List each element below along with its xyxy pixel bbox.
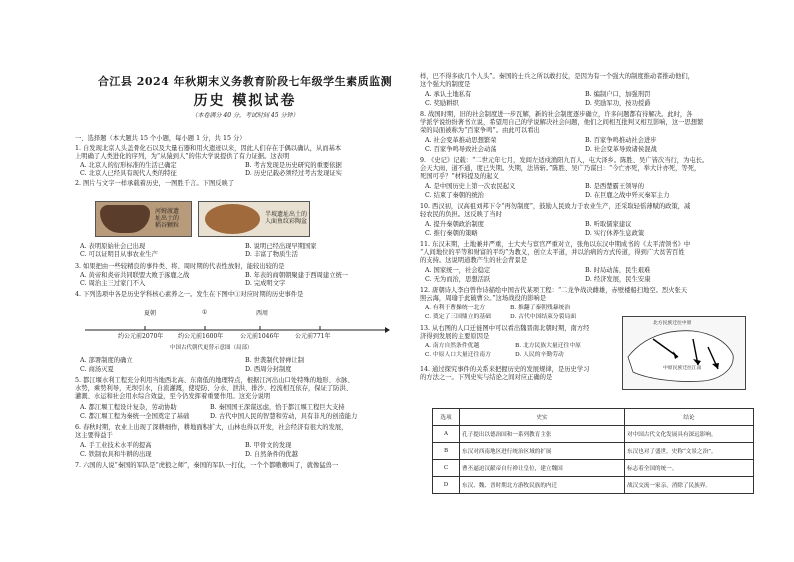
q12-opt-c: C. 奠定了三国鼎立的基础: [425, 314, 491, 320]
table-row: [433, 443, 754, 460]
table-cell: 曹丕逼迫汉献帝自行禅让皇位，建立魏国: [460, 460, 625, 477]
table-cell: 标志着全国的统一。: [625, 460, 754, 477]
q2-opt-b: B. 说明已经出现早期国家: [245, 243, 317, 250]
year-1: 约公元前2070年: [118, 333, 164, 340]
q9-opt-d: D. 在巨鹿之战中歼灭秦军主力: [585, 192, 670, 199]
q4-stem: 4. 下列选项中各是历史学科核心素养之一。发生在下图中①对应时期的历史事件是: [75, 291, 304, 298]
table-header: 结论: [625, 409, 754, 426]
q3-opt-a: A. 黄帝和炎帝共同联盟大败于涿鹿之战: [80, 272, 190, 279]
q8-opt-c: C. 百家争鸣导致社会动荡: [425, 146, 497, 153]
table-cell: 东汉也对了盛世，史称“文景之治”。: [625, 443, 754, 460]
map-label-south: 中原民族迁往江南: [663, 366, 702, 371]
exam-title: 合江县 2024 年秋期末义务教育阶段七年级学生素质监测: [97, 75, 393, 88]
table-row: [433, 477, 754, 494]
q10-line1: 10. 西汉初，汉高祖刘邦下令“再勿制度”，鼓励人民致力于农业生产，还采取轻徭薄赋的政策，减: [420, 203, 691, 210]
map-drawing: [623, 317, 745, 389]
q14-table: [432, 408, 754, 494]
q5-line1: 5. 都江堰水利工程充分利用当地西北高、东南低的地理特点，根据江河出山口处特殊的地形、水脉、: [75, 377, 354, 384]
q13-opt-d: D. 人民的辛勤劳动: [515, 352, 564, 358]
q10-opt-c: C. 推行秦朝的策略: [425, 230, 478, 237]
q11-opt-c: C. 无为而治，思想活跃: [425, 276, 491, 283]
q12-line2: 照云海，周瑜于此破曹公。”这场战役的影响是: [420, 295, 547, 302]
q6-opt-b: B. 甲骨文的发现: [245, 442, 292, 449]
year-3: 公元前1046年: [240, 333, 280, 340]
year-2: 约公元前1600年: [178, 333, 224, 340]
q5-opt-b: B. 秦国国王深谋远虑，恰于都江堰工程巨大支持: [210, 404, 345, 411]
table-header-row: [433, 409, 754, 426]
q1-line2: 上明确了人类进化的序列，为“从猿到人”的伟大学说提供了有力证据。这表明: [75, 153, 290, 160]
timeline-label-xizhou: 西周: [256, 310, 269, 317]
q2-opt-d: D. 丰富了物质生活: [245, 251, 298, 258]
pot-shape: [100, 205, 150, 233]
q10-line2: 轻农民的负担。这反映了当时: [420, 211, 502, 218]
q7-line1: 7. 六国的人说“秦国的军队是“虎狼之师”，秦国的军队一打仗，一个个都嗷嗷叫了，就像猛兽一: [75, 462, 339, 469]
table-cell: 对中国古代文化发展具有深远影响。: [625, 426, 754, 443]
q8-line1: 8. 战国时期，旧的社会制度进一步瓦解，新的社会制度逐步确立，许多问题都有待解决。此时，各: [420, 111, 693, 118]
q13-opt-a: A. 南方自然条件优越: [425, 343, 480, 349]
q11-opt-b: B. 时局动荡，民生艰难: [585, 267, 651, 274]
q4-opt-c: C. 商汤灭夏: [80, 366, 114, 373]
table-row: [433, 426, 754, 443]
q7-opt-d: D. 奖励军功，按功授爵: [585, 100, 651, 107]
map-outline: [628, 331, 733, 382]
q11-line3: 的支持。这说明道教产生的社会背景是: [420, 257, 528, 264]
q1-opt-c: C. 北京人已经具有现代人类的特征: [80, 170, 177, 177]
q13-line1: 13. 从右图的人口迁徙图中可以看出魏晋南北朝时期，南方经: [420, 325, 590, 332]
q11-opt-d: D. 经济发展，民生安康: [585, 276, 651, 283]
q13-opt-b: B. 北方民族大量迁往中原: [515, 343, 581, 349]
q12-opt-a: A. 有利于曹操统一北方: [425, 305, 486, 311]
q7-cont-line2: 这个强大的制度是: [420, 81, 471, 88]
q13-line2: 济得到发展的主要原因是: [420, 333, 490, 340]
q6-opt-d: D. 自然条件的优越: [245, 451, 298, 458]
q6-line2: 这主要得益于: [75, 432, 113, 439]
q5-line3: 灌溉、水运和社会用水综合效益，至今仍发挥着重要作用。这充分说明: [75, 393, 271, 400]
q2-opt-a: A. 表明原始社会已出现: [80, 243, 146, 250]
table-cell: 东汉对西南地区进行统治区域的扩展: [460, 443, 625, 460]
q6-opt-a: A. 手工业技术水平的提高: [80, 442, 152, 449]
q8-opt-b: B. 百家争鸣推动社会进步: [585, 137, 657, 144]
q3-opt-d: D. 完成明文字: [245, 280, 286, 287]
year-4: 公元前771年: [295, 333, 331, 340]
q1-opt-b: B. 考古发现是历史研究的重要依据: [245, 162, 342, 169]
map-label-north: 北方民族迁往中原: [653, 321, 692, 326]
bowl-shape: [205, 204, 260, 234]
q6-opt-c: C. 铁制农具和牛耕的出现: [80, 451, 152, 458]
q9-line1: 9. 《史记》记载：“二世元年七月，发闾左适戍渔阳九百人，屯大泽乡。陈胜、吴广皆次当行，为屯长。: [420, 157, 709, 164]
table-cell: D: [433, 477, 460, 494]
exam-note: （本卷满分 40 分，考试时间 45 分钟）: [191, 112, 299, 119]
q2-opt-c: C. 可以证明目从事农业生产: [80, 251, 158, 258]
q10-opt-b: B. 听取儒家建议: [585, 221, 632, 228]
q1-opt-a: A. 北京人的衍形标准的生活已确定: [80, 162, 177, 169]
q3-stem: 3. 如果把由一些较精良的事件类、将、周时期的代表性放射，能较出较的是: [75, 263, 285, 270]
bowl-caption: 半坡遗址出土的 人面鱼纹彩陶盆: [265, 211, 308, 225]
table-cell: A: [433, 426, 460, 443]
q10-opt-a: A. 提升秦朝政治制度: [425, 221, 484, 228]
table-cell: 东汉、魏、晋时期北方游牧民族的内迁: [460, 477, 625, 494]
table-cell: 孔子提出以德治国和一系列教育主张: [460, 426, 625, 443]
table-row: [433, 460, 754, 477]
q5-opt-d: D. 古代中国人民的智慧和劳动，具有非凡的创造能力: [210, 413, 358, 420]
q1-line1: 1. 自发现北京人头盖骨化石以及大量石器和用火遗迹以来，因此人们存在于偶以确认，从而基本: [75, 145, 342, 152]
q4-opt-b: B. 世袭制代替禅让制: [245, 357, 305, 364]
q2-stem: 2. 图片与文字一样承载着历史，一图胜千言。下图反映了: [75, 180, 235, 187]
q14-line1: 14. 通过探究事件的关系来把握历史的发展规律，是历史学习: [420, 366, 590, 373]
q12-line1: 12. 唐朝诗人李白曾作诗描绘中国古代某项工程：“二龙争战决雌雄，赤壁楼船扫地空。烈火张天: [420, 287, 688, 294]
q4-opt-a: A. 部署制度的确立: [80, 357, 133, 364]
timeline-arrow: [385, 327, 390, 333]
timeline-label-circle: ①: [202, 309, 208, 316]
q7-opt-c: C. 奖励耕织: [425, 100, 459, 107]
q13-opt-c: C. 中原人口大量迁往南方: [425, 352, 491, 358]
q12-opt-d: D. 古代中国结束分裂局面: [510, 314, 577, 320]
q3-opt-c: C. 周治主三过家门不入: [80, 280, 146, 287]
table-cell: 战汉交流一家亲，消除了民族界。: [625, 477, 754, 494]
q8-opt-d: D. 社会变革导致诸侯混战: [585, 146, 657, 153]
table-header: 史实: [460, 409, 625, 426]
migration-map: [622, 316, 746, 390]
q8-line2: 学派学说纷纷著书立说，希望用自己的学说解决社会问题，他们之间相互批判又相互影响，这一思想繁: [420, 119, 704, 126]
q14-line2: 的方法之一。下列史实与结论之间对应正确的是: [420, 374, 553, 381]
q9-opt-b: B. 是西楚霸王领导的: [585, 183, 645, 190]
q8-line3: 荣的局面被称为“百家争鸣”。由此可以看出: [420, 127, 540, 134]
q5-opt-a: A. 都江堰工程设计复杂，劳动协助: [80, 404, 177, 411]
q9-line2: 会天大雨，道不通，度已失期。失期，法皆斩。”陈胜、吴广乃谋曰：“今亡亦死，举大计亦死，等死，: [420, 165, 701, 172]
q5-opt-c: C. 都江堰工程为秦统一全国奠定了基础: [80, 413, 190, 420]
q11-opt-a: A. 国家统一，社会稳定: [425, 267, 491, 274]
q11-line1: 11. 东汉末期，土地兼并严重，士大夫与宦官严重对立，张角以东汉中期成书的《太平清领书》中: [420, 241, 691, 248]
q9-line3: 死国可乎？”材料提及的起义: [420, 173, 499, 180]
table-cell: C: [433, 460, 460, 477]
q8-opt-a: A. 社会变革推动思想繁荣: [425, 137, 497, 144]
q7-cont-line1: 样，巴不得多砍几个人头”。秦国的士兵之所以敢打仗，是因为有一个强大的制度推动者推动他们，: [420, 73, 694, 80]
table-header: 选项: [433, 409, 460, 426]
q9-opt-a: A. 是中国历史上第一次农民起义: [425, 183, 516, 190]
q7-opt-b: B. 编制户口，加强刑罚: [585, 91, 651, 98]
q11-line2: “人间地位的平等和财富的平均”为教义，创立太平道，并以治病的方式传道，得到广大贫苦百姓: [420, 249, 685, 256]
timeline-label-xia: 夏朝: [144, 310, 157, 317]
rice-caption: 河姆渡遗 址出土的 稻谷颗粒: [155, 208, 180, 229]
q6-line1: 6. 春秋时期，农业上出现了深耕细作，耕地面积扩大，山林也得以开发，社会经济有很大的发展，: [75, 424, 348, 431]
timeline-caption: 中国古代朝代更替示意图（局部）: [170, 345, 253, 351]
q3-opt-b: B. 年表的商朝朝聚建于西周建立统一: [245, 272, 349, 279]
q4-opt-d: D. 西周分封制度: [245, 366, 292, 373]
q7-opt-a: A. 承认土地私有: [425, 91, 472, 98]
q1-opt-d: D. 历史记载必须经过考古发现证实: [245, 170, 342, 177]
exam-subject: 历史 模拟试卷: [193, 93, 297, 109]
table-cell: B: [433, 443, 460, 460]
q9-opt-c: C. 结束了秦朝的统治: [425, 192, 484, 199]
q10-opt-d: D. 实行休养生息政策: [585, 230, 645, 237]
q12-opt-b: B. 推翻了秦朝残暴统治: [510, 305, 571, 311]
q5-line2: 水势，乘势利导，无坝引水，自流灌溉，使堤防、分水、泄洪、排沙、控流相互依存，保证了防洪、: [75, 385, 353, 392]
section-heading: 一、选择题（本大题共 15 个小题，每小题 1 分，共 15 分）: [75, 135, 246, 142]
